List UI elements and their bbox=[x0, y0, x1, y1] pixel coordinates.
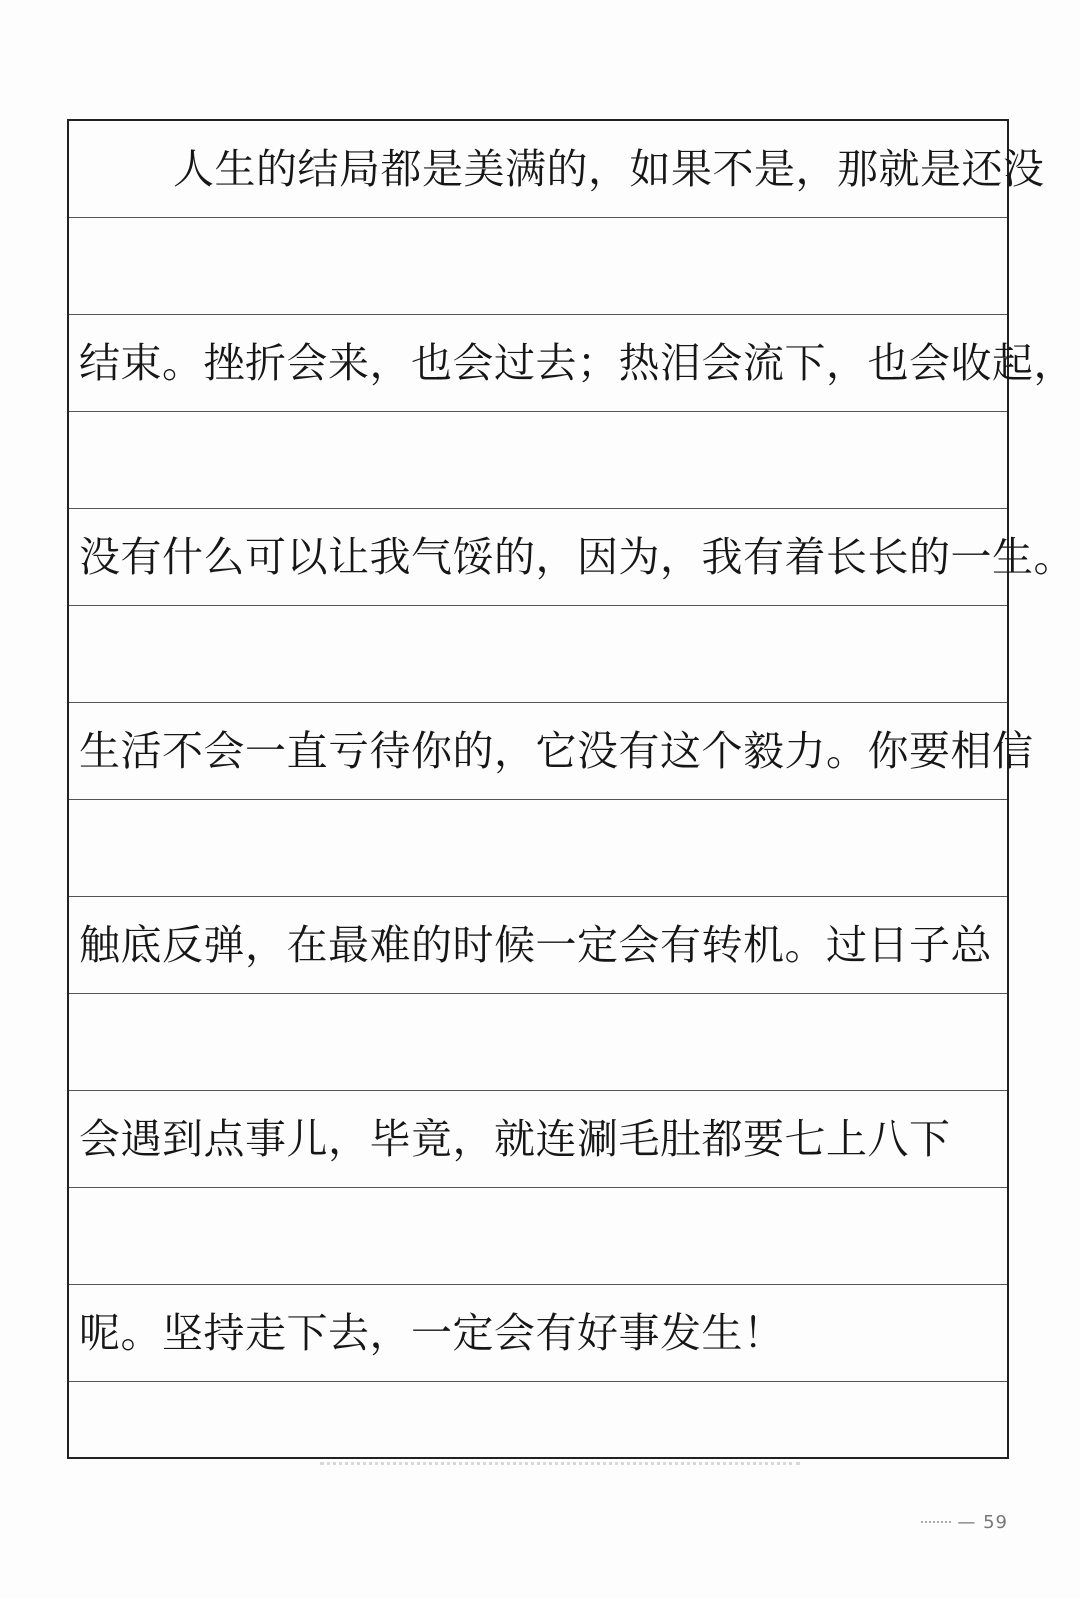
page-number-label: — 59 bbox=[957, 1512, 1008, 1533]
blank-row-1 bbox=[69, 218, 1007, 315]
text-row-2 bbox=[69, 315, 1075, 412]
handwritten-line-3: 没有什么可以让我气馁的，因为，我有着长长的一生。 bbox=[79, 533, 1075, 581]
blank-row-3 bbox=[69, 606, 1007, 703]
blank-row-2 bbox=[69, 412, 1007, 509]
text-row-6 bbox=[69, 1091, 1007, 1188]
blank-row-5 bbox=[69, 994, 1007, 1091]
text-row-5 bbox=[69, 897, 1007, 994]
text-row-1 bbox=[69, 121, 1045, 218]
handwritten-line-6: 会遇到点事儿，毕竟，就连涮毛肚都要七上八下 bbox=[79, 1115, 951, 1163]
text-row-7 bbox=[69, 1285, 1007, 1382]
handwritten-line-5: 触底反弹，在最难的时候一定会有转机。过日子总 bbox=[79, 921, 992, 969]
handwritten-line-4: 生活不会一直亏待你的，它没有这个毅力。你要相信 bbox=[79, 727, 1034, 775]
handwritten-line-1: 人生的结局都是美满的，如果不是，那就是还没 bbox=[173, 145, 1045, 193]
text-row-4 bbox=[69, 703, 1034, 800]
footer-decoration bbox=[921, 1521, 951, 1525]
scan-artifact bbox=[320, 1462, 800, 1471]
page-number bbox=[921, 1512, 1008, 1533]
blank-row-6 bbox=[69, 1188, 1007, 1285]
blank-row-4 bbox=[69, 800, 1007, 897]
handwritten-line-7: 呢。坚持走下去，一定会有好事发生！ bbox=[79, 1309, 785, 1357]
writing-grid bbox=[67, 119, 1075, 1459]
text-row-3 bbox=[69, 509, 1075, 606]
handwritten-line-2: 结束。挫折会来，也会过去；热泪会流下，也会收起， bbox=[79, 339, 1075, 387]
